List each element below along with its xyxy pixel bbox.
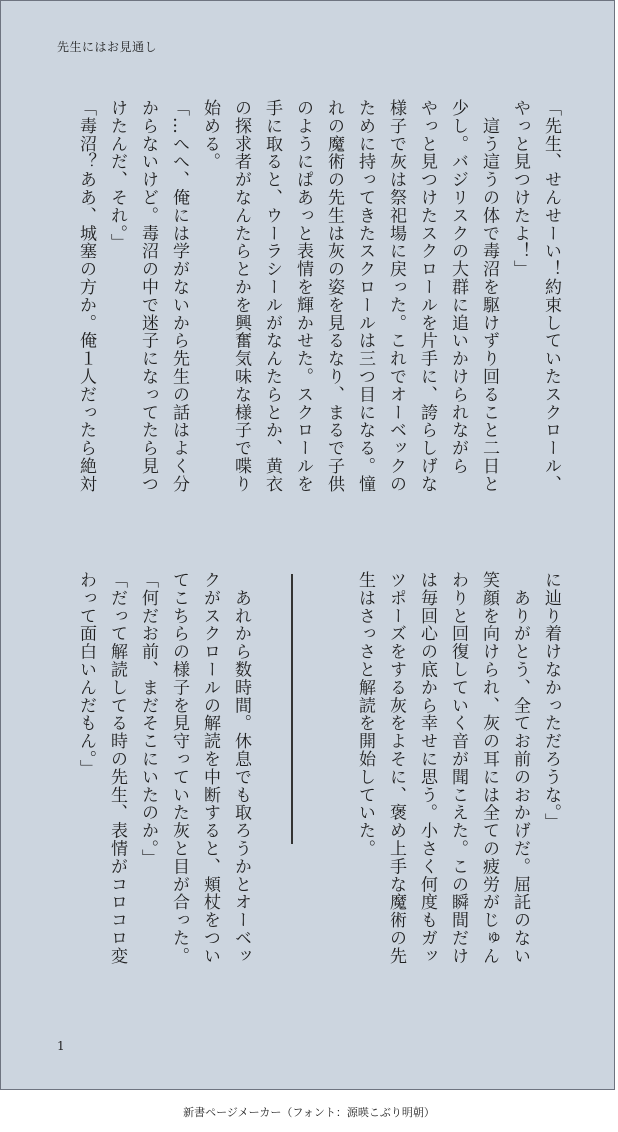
text-line: れの魔術の先生は灰の姿を見るなり、まるで子供 [324, 99, 344, 493]
text-line: ありがとう、全てお前のおかげだ。屈託のない [510, 571, 530, 965]
text-line: 「何だお前、まだそこにいたのか。」 [138, 571, 158, 867]
text-line: は毎回心の底から幸せに思う。小さく何度もガッ [417, 571, 437, 965]
text-line: やっと見つけたスクロールを片手に、誇らしげな [417, 99, 437, 493]
text-line [318, 571, 349, 965]
text-line: 手に取ると、ウーラシールがなんたらとか、黄衣 [262, 99, 282, 493]
text-line: のようにぱあっと表情を輝かせた。スクロールを [293, 99, 313, 493]
text-line: てこちらの様子を見守っていた灰と目が合った。 [169, 571, 189, 965]
scene-break-divider [291, 574, 293, 844]
text-line: 生はさっさと解読を開始していた。 [355, 571, 375, 858]
text-line: 「だって解読してる時の先生、表情がコロコロ変 [107, 571, 127, 965]
text-line: 少し。バジリスクの大群に追いかけられながら [448, 99, 468, 475]
page-number: 1 [57, 1039, 65, 1053]
text-line: 「…へへ、俺には学がないから先生の話はよく分 [169, 99, 189, 493]
text-line: 「毒沼？ああ、城塞の方か。俺１人だったら絶対 [76, 99, 96, 493]
book-title: 先生にはお見通し [57, 40, 158, 54]
text-line: わって面白いんだもん。」 [76, 571, 96, 778]
text-line: 這う這うの体で毒沼を駆けずり回ること二日と [479, 99, 499, 493]
text-line [256, 571, 287, 965]
text-line: に辿り着けなかっただろうな。」 [541, 571, 561, 831]
text-line: けたんだ、それ。」 [107, 99, 127, 252]
lower-text-block [70, 571, 566, 965]
upper-text-block [70, 99, 566, 493]
text-line: 始める。 [200, 99, 220, 171]
text-line: やっと見つけたよ！」 [510, 99, 530, 278]
text-line: ツポーズをする灰をよそに、褒め上手な魔術の先 [386, 571, 406, 965]
footer-credit: 新書ページメーカー（フォント：源暎こぶり明朝） [183, 1106, 435, 1119]
text-line: わりと回復していく音が聞こえた。この瞬間だけ [448, 571, 468, 965]
text-line: クがスクロールの解読を中断すると、頬杖をつい [200, 571, 220, 965]
text-line: からないけど。毒沼の中で迷子になってたら見つ [138, 99, 158, 493]
text-line: の探求者がなんたらとかを興奮気味な様子で喋り [231, 99, 251, 493]
text-line: ために持ってきたスクロールは三つ目になる。憧 [355, 99, 375, 493]
text-line: 「先生、せんせーい！約束していたスクロール、 [541, 99, 561, 493]
text-line: 様子で灰は祭祀場に戻った。これでオーベックの [386, 99, 406, 493]
text-line: 笑顔を向けられ、灰の耳には全ての疲労がじゅん [479, 571, 499, 965]
text-line: あれから数時間。休息でも取ろうかとオーベッ [231, 571, 251, 965]
